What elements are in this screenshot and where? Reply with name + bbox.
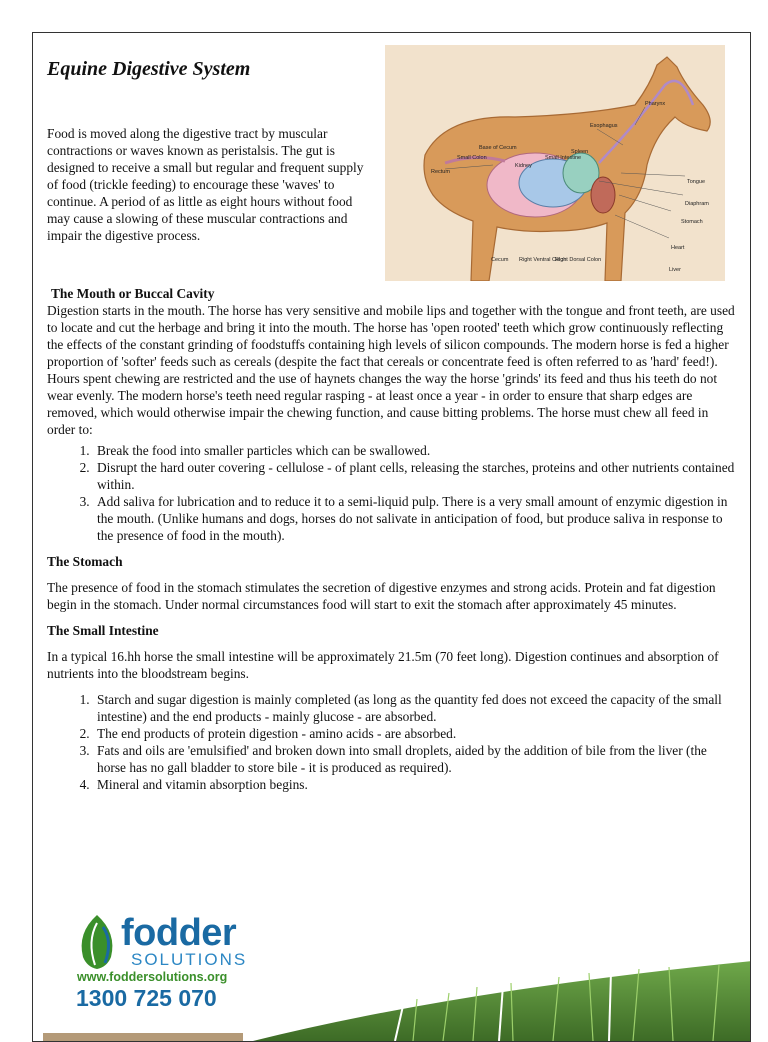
liver-shape xyxy=(591,177,615,213)
label-heart: Heart xyxy=(671,245,685,251)
label-rectum: Rectum xyxy=(431,169,450,175)
website-link[interactable]: www.foddersolutions.org xyxy=(77,970,228,984)
intro-paragraph: Food is moved along the digestive tract by muscular contractions or waves known as peristalsis. The gut is designed to receive a small but regular and frequent supply of food (trickle feeding) to encourage these 'waves' to continue. A period of as little as eight hours without food may cause a slowing of these muscular contractions and impair the digestive process. xyxy=(47,126,364,243)
small-intestine-paragraph: In a typical 16.hh horse the small intestine will be approximately 21.5m (70 feet long). Digestion continues and absorption of nutrients into the bloodstream begins. xyxy=(47,649,719,681)
label-kidney: Kidney xyxy=(515,163,532,169)
leaf-icon xyxy=(73,913,121,971)
list-item: 3. Add saliva for lubrication and to reduce it to a semi-liquid pulp. There is a very small amount of enzymic digestion in the mouth. (Unlike humans and dogs, horses do not salivate in anticipation of food, but produce saliva in response to the presence of food in the mouth). xyxy=(93,493,739,544)
label-small-colon: Small Colon xyxy=(457,155,487,161)
label-base-of-cecum: Base of Cecum xyxy=(479,145,517,151)
list-item: 1. Starch and sugar digestion is mainly completed (as long as the quantity fed does not exceed the capacity of the small intestine) and the end products - mainly glucose - are absorbed. xyxy=(93,691,739,725)
small-intestine-heading: The Small Intestine xyxy=(47,623,159,638)
label-diaphragm: Diaphram xyxy=(685,201,709,207)
label-cecum: Cecum xyxy=(491,257,509,263)
mouth-paragraph: Digestion starts in the mouth. The horse has very sensitive and mobile lips and together with the tongue and front teeth, are used to locate and cut the herbage and bring it into the mouth. The horse has 'open rooted' teeth which grow continuously reflecting the effects of the constant grinding of foodstuffs containing high levels of silicon compounds. The modern horse is fed a higher proportion of 'softer' feeds such as cereals (despite the fact that cereals or concentrate feed is often referred to as 'hard' feed!). Hours spent chewing are restricted and the use of haynets changes the way the horse 'grinds' its feed and thus his teeth do not wear evenly. The modern horse's teeth need regular rasping - at least once a year - in order to ensure that sharp edges are removed, which would otherwise impair the chewing function, and cause bitting problems. The horse must chew all feed in order to: xyxy=(47,303,735,437)
list-item: 1. Break the food into smaller particles which can be swallowed. xyxy=(93,442,739,459)
label-esophagus: Esophagus xyxy=(590,123,618,129)
label-stomach: Stomach xyxy=(681,219,703,225)
horse-digestive-diagram xyxy=(385,45,725,281)
document-page xyxy=(32,32,751,1042)
phone-number[interactable]: 1300 725 070 xyxy=(76,985,217,1011)
label-right-ventral-colon: Right Ventral Colon xyxy=(519,257,567,263)
list-item: 2. The end products of protein digestion - amino acids - are absorbed. xyxy=(93,725,739,742)
label-tongue: Tongue xyxy=(687,179,706,185)
label-small-intestine: Small Intestine xyxy=(545,155,582,161)
stomach-heading: The Stomach xyxy=(47,554,123,569)
logo-sub-text: SOLUTIONS xyxy=(131,950,248,969)
label-right-dorsal-colon: Right Dorsal Colon xyxy=(555,257,602,263)
list-item: 2. Disrupt the hard outer covering - cellulose - of plant cells, releasing the starches, proteins and other nutrients contained within. xyxy=(93,459,739,493)
label-spleen: Spleen xyxy=(571,149,589,155)
fodder-logo xyxy=(73,913,273,1033)
body-content xyxy=(47,285,739,793)
small-intestine-list xyxy=(47,691,739,793)
mouth-heading: The Mouth or Buccal Cavity xyxy=(51,286,215,301)
page-title: Equine Digestive System xyxy=(47,58,251,80)
mouth-list xyxy=(47,442,739,544)
stomach-paragraph: The presence of food in the stomach stimulates the secretion of digestive enzymes and strong acids. Protein and fat digestion begin in the stomach. Under normal circumstances food will start to exit the stomach after approximately 45 minutes. xyxy=(47,580,716,612)
list-item: 4. Mineral and vitamin absorption begins. xyxy=(93,776,739,793)
label-liver: Liver xyxy=(669,267,681,273)
logo-brand-text: fodder xyxy=(121,912,237,954)
list-item: 3. Fats and oils are 'emulsified' and broken down into small droplets, aided by the addition of bile from the liver (the horse has no gall bladder to store bile - it is produced as required). xyxy=(93,742,739,776)
label-pharynx: Pharynx xyxy=(645,101,666,107)
